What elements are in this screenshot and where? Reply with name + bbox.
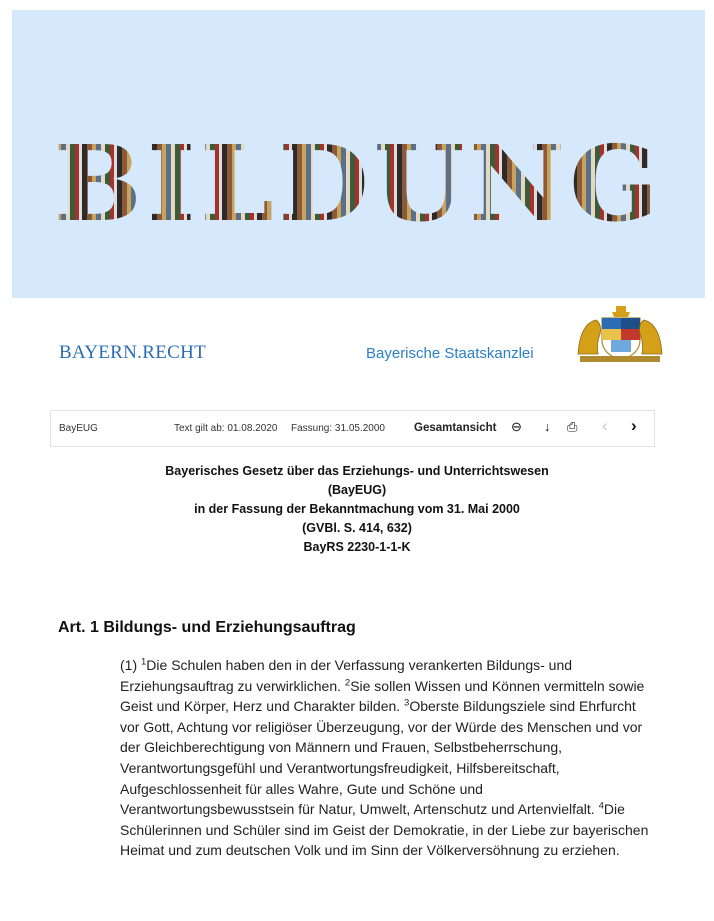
sentence-number: 2 [344, 676, 351, 688]
sentence-text: Oberste Bildungsziele sind Ehrfurcht vor Gott, Achtung vor religiöser Überzeugung, vor der Würde des Menschen und vor der Gleichberechtigung von Männern und Frauen, Selbstbeherrschung, Verantwortungsgefühl und Verantwortungsfreudigkeit, Hilfsbereitschaft, Aufgeschlossenheit für alles Wahre, Gute und Schöne und Verantwortungsbewusstsein für Natur, Umwelt, Artenschutz und Artenvielfalt. [120, 698, 643, 818]
agency-name[interactable]: Bayerische Staatskanzlei [366, 345, 534, 362]
sentence-text: Sie sollen Wissen und Können vermitteln sowie Geist und Körper, Herz und Charakter bilden. [120, 677, 645, 715]
paragraph-label: (1) [120, 657, 141, 673]
bavarian-coat-of-arms-icon [572, 304, 668, 366]
sentence-text: Die Schülerinnen und Schüler sind im Geist der Demokratie, in der Liebe zur bayerischen Heimat und zum deutschen Volk und im Sinn der Völkerversöhnung zu erziehen. [120, 801, 649, 859]
sentence-number: 1 [141, 656, 147, 668]
version-date: Fassung: 31.05.2000 [291, 423, 385, 434]
law-title: Bayerisches Gesetz über das Erziehungs- und Unterrichtswesen [165, 464, 549, 478]
law-edition: in der Fassung der Bekanntmachung vom 31. Mai 2000 [194, 502, 520, 516]
hero-word: BILDUNG [12, 132, 705, 236]
sentence-text: Die Schulen haben den in der Verfassung verankerten Bildungs- und Erziehungsauftrag zu verwirklichen. [120, 657, 573, 694]
document-toolbar [50, 410, 655, 447]
chevron-right-icon[interactable]: › [631, 416, 637, 435]
chevron-left-icon[interactable]: ‹ [602, 416, 608, 435]
article-title: Art. 1 Bildungs- und Erziehungsauftrag [58, 619, 356, 636]
valid-from-date: Text gilt ab: 01.08.2020 [174, 423, 278, 434]
law-short-title: (BayEUG) [327, 483, 387, 497]
article-paragraph [120, 655, 654, 861]
download-icon[interactable]: ↓ [544, 419, 551, 434]
site-header [50, 298, 680, 368]
link-icon[interactable]: ⊖ [511, 419, 522, 434]
full-view-button[interactable]: Gesamtansicht [414, 422, 497, 434]
sentence-number: 4 [598, 800, 604, 812]
sentence-number: 3 [404, 697, 410, 709]
print-icon[interactable]: ⎙ [567, 419, 578, 434]
law-gazette: (GVBl. S. 414, 632) [302, 521, 412, 535]
law-heading [40, 462, 674, 557]
hero-banner [12, 10, 705, 298]
bayern-recht-logo[interactable]: BAYERN.RECHT [59, 342, 206, 363]
law-abbreviation: BayEUG [59, 423, 98, 434]
law-bayrs: BayRS 2230-1-1-K [303, 540, 411, 554]
